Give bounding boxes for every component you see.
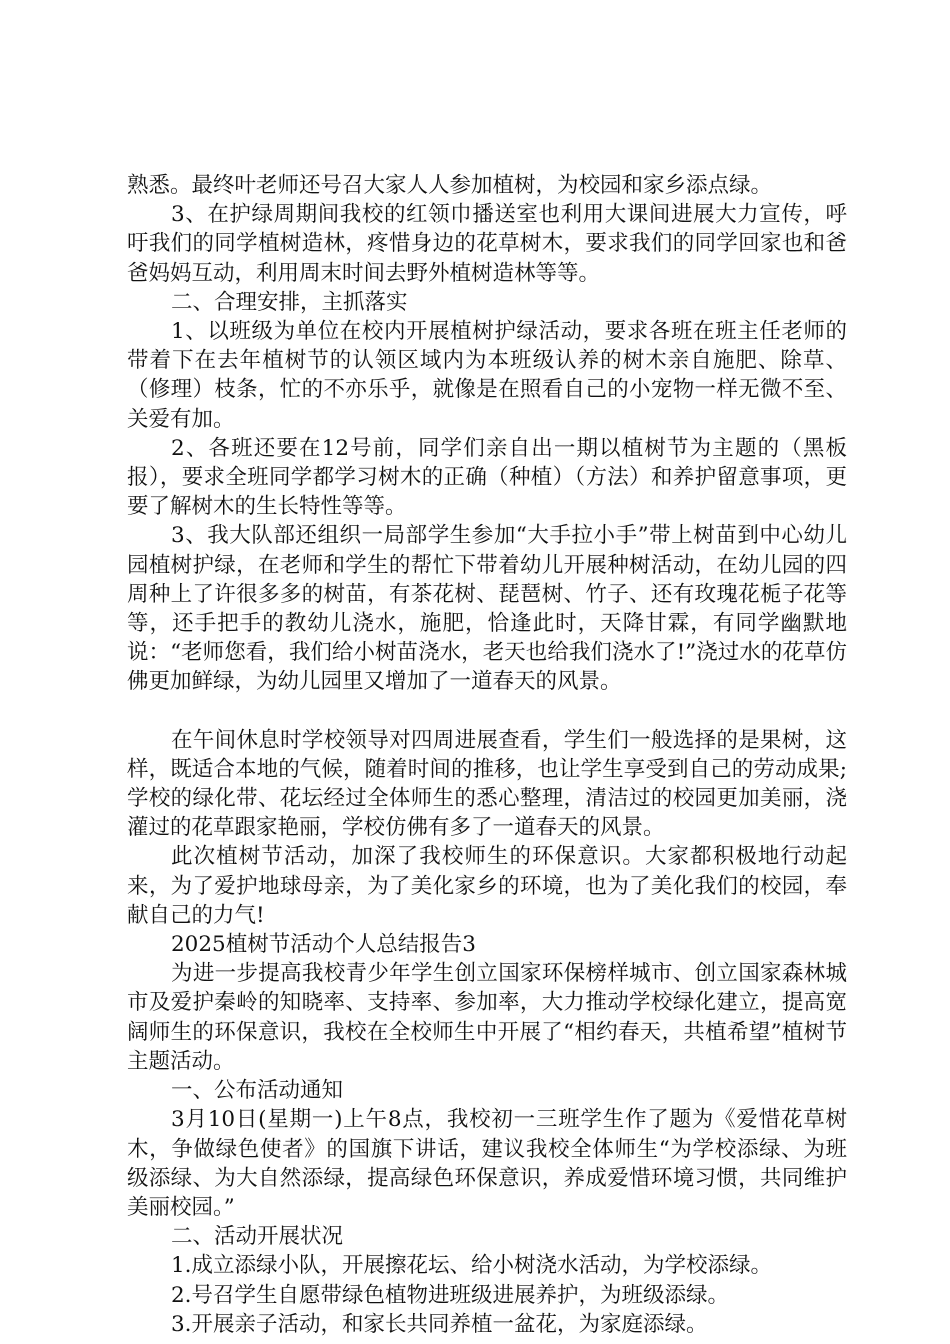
section-heading-arrangement: 二、合理安排，主抓落实	[171, 289, 408, 315]
paragraph-class-tree-care: 1、以班级为单位在校内开展植树护绿活动，要求各班在班主任老师的带着下在去年植树节的认领区域内为本班级认养的树木亲自施肥、除草、（修理）枝条，忙的不亦乐乎，就像是在照看自己的小宠物一样无微不至、关爱有加。	[127, 319, 847, 432]
list-item-home-green: 3.开展亲子活动，和家长共同养植一盆花，为家庭添绿。	[171, 1311, 708, 1337]
paragraph-inspection: 在午间休息时学校领导对四周进展查看，学生们一般选择的是果树，这样，既适合本地的气候，随着时间的推移，也让学生享受到自己的劳动成果;学校的绿化带、花坛经过全体师生的悉心整理，清洁过的校园更加美丽，浇灌过的花草跟家艳丽，学校仿佛有多了一道春天的风景。	[127, 727, 847, 841]
list-item-class-green: 2.号召学生自愿带绿色植物进班级进展养护，为班级添绿。	[171, 1282, 730, 1308]
paragraph-intro: 为进一步提高我校青少年学生创立国家环保榜样城市、创立国家森林城市及爱护秦岭的知晓率、支持率、参加率，大力推动学校绿化建立，提高宽阔师生的环保意识，我校在全校师生中开展了“相约春天，共植希望”植树节主题活动。	[127, 961, 847, 1074]
paragraph-flag-speech: 3月10日(星期一)上午8点，我校初一三班学生作了题为《爱惜花草树木，争做绿色使者》的国旗下讲话，建议我校全体师生“为学校添绿、为班级添绿、为大自然添绿，提高绿色环保意识，养成爱惜环境习惯，共同维护美丽校园。”	[127, 1107, 847, 1220]
paragraph-radio-promotion: 3、在护绿周期间我校的红领巾播送室也利用大课间进展大力宣传，呼吁我们的同学植树造林，疼惜身边的花草树木，要求我们的同学回家也和爸爸妈妈互动，利用周末时间去野外植树造林等等。	[127, 202, 847, 286]
paragraph-blackboard: 2、各班还要在12号前，同学们亲自出一期以植树节为主题的（黑板报），要求全班同学都学习树木的正确（种植）（方法）和养护留意事项，更要了解树木的生长特性等等。	[127, 435, 847, 520]
section-heading-progress: 二、活动开展状况	[171, 1224, 344, 1250]
list-item-school-green: 1.成立添绿小队，开展擦花坛、给小树浇水活动，为学校添绿。	[171, 1253, 773, 1279]
section-heading-notice: 一、公布活动通知	[171, 1078, 344, 1104]
document-body	[127, 171, 847, 1339]
report-title: 2025植树节活动个人总结报告3	[171, 932, 476, 958]
paragraph-conclusion: 此次植树节活动，加深了我校师生的环保意识。大家都积极地行动起来，为了爱护地球母亲，为了美化家乡的环境，也为了美化我们的校园，奉献自己的力气!	[127, 844, 847, 928]
paragraph-gap	[127, 697, 847, 726]
paragraph-kindergarten: 3、我大队部还组织一局部学生参加“大手拉小手”带上树苗到中心幼儿园植树护绿，在老师和学生的帮忙下带着幼儿开展种树活动，在幼儿园的四周种上了许很多多的树苗，有茶花树、琵琶树、竹子、还有玫瑰花栀子花等等，还手把手的教幼儿浇水，施肥，恰逢此时，天降甘霖，有同学幽默地说：“老师您看，我们给小树苗浇水，老天也给我们浇水了!”浇过水的花草仿佛更加鲜绿，为幼儿园里又增加了一道春天的风景。	[127, 523, 847, 695]
paragraph-continuation: 熟悉。最终叶老师还号召大家人人参加植树，为校园和家乡添点绿。	[127, 173, 773, 198]
